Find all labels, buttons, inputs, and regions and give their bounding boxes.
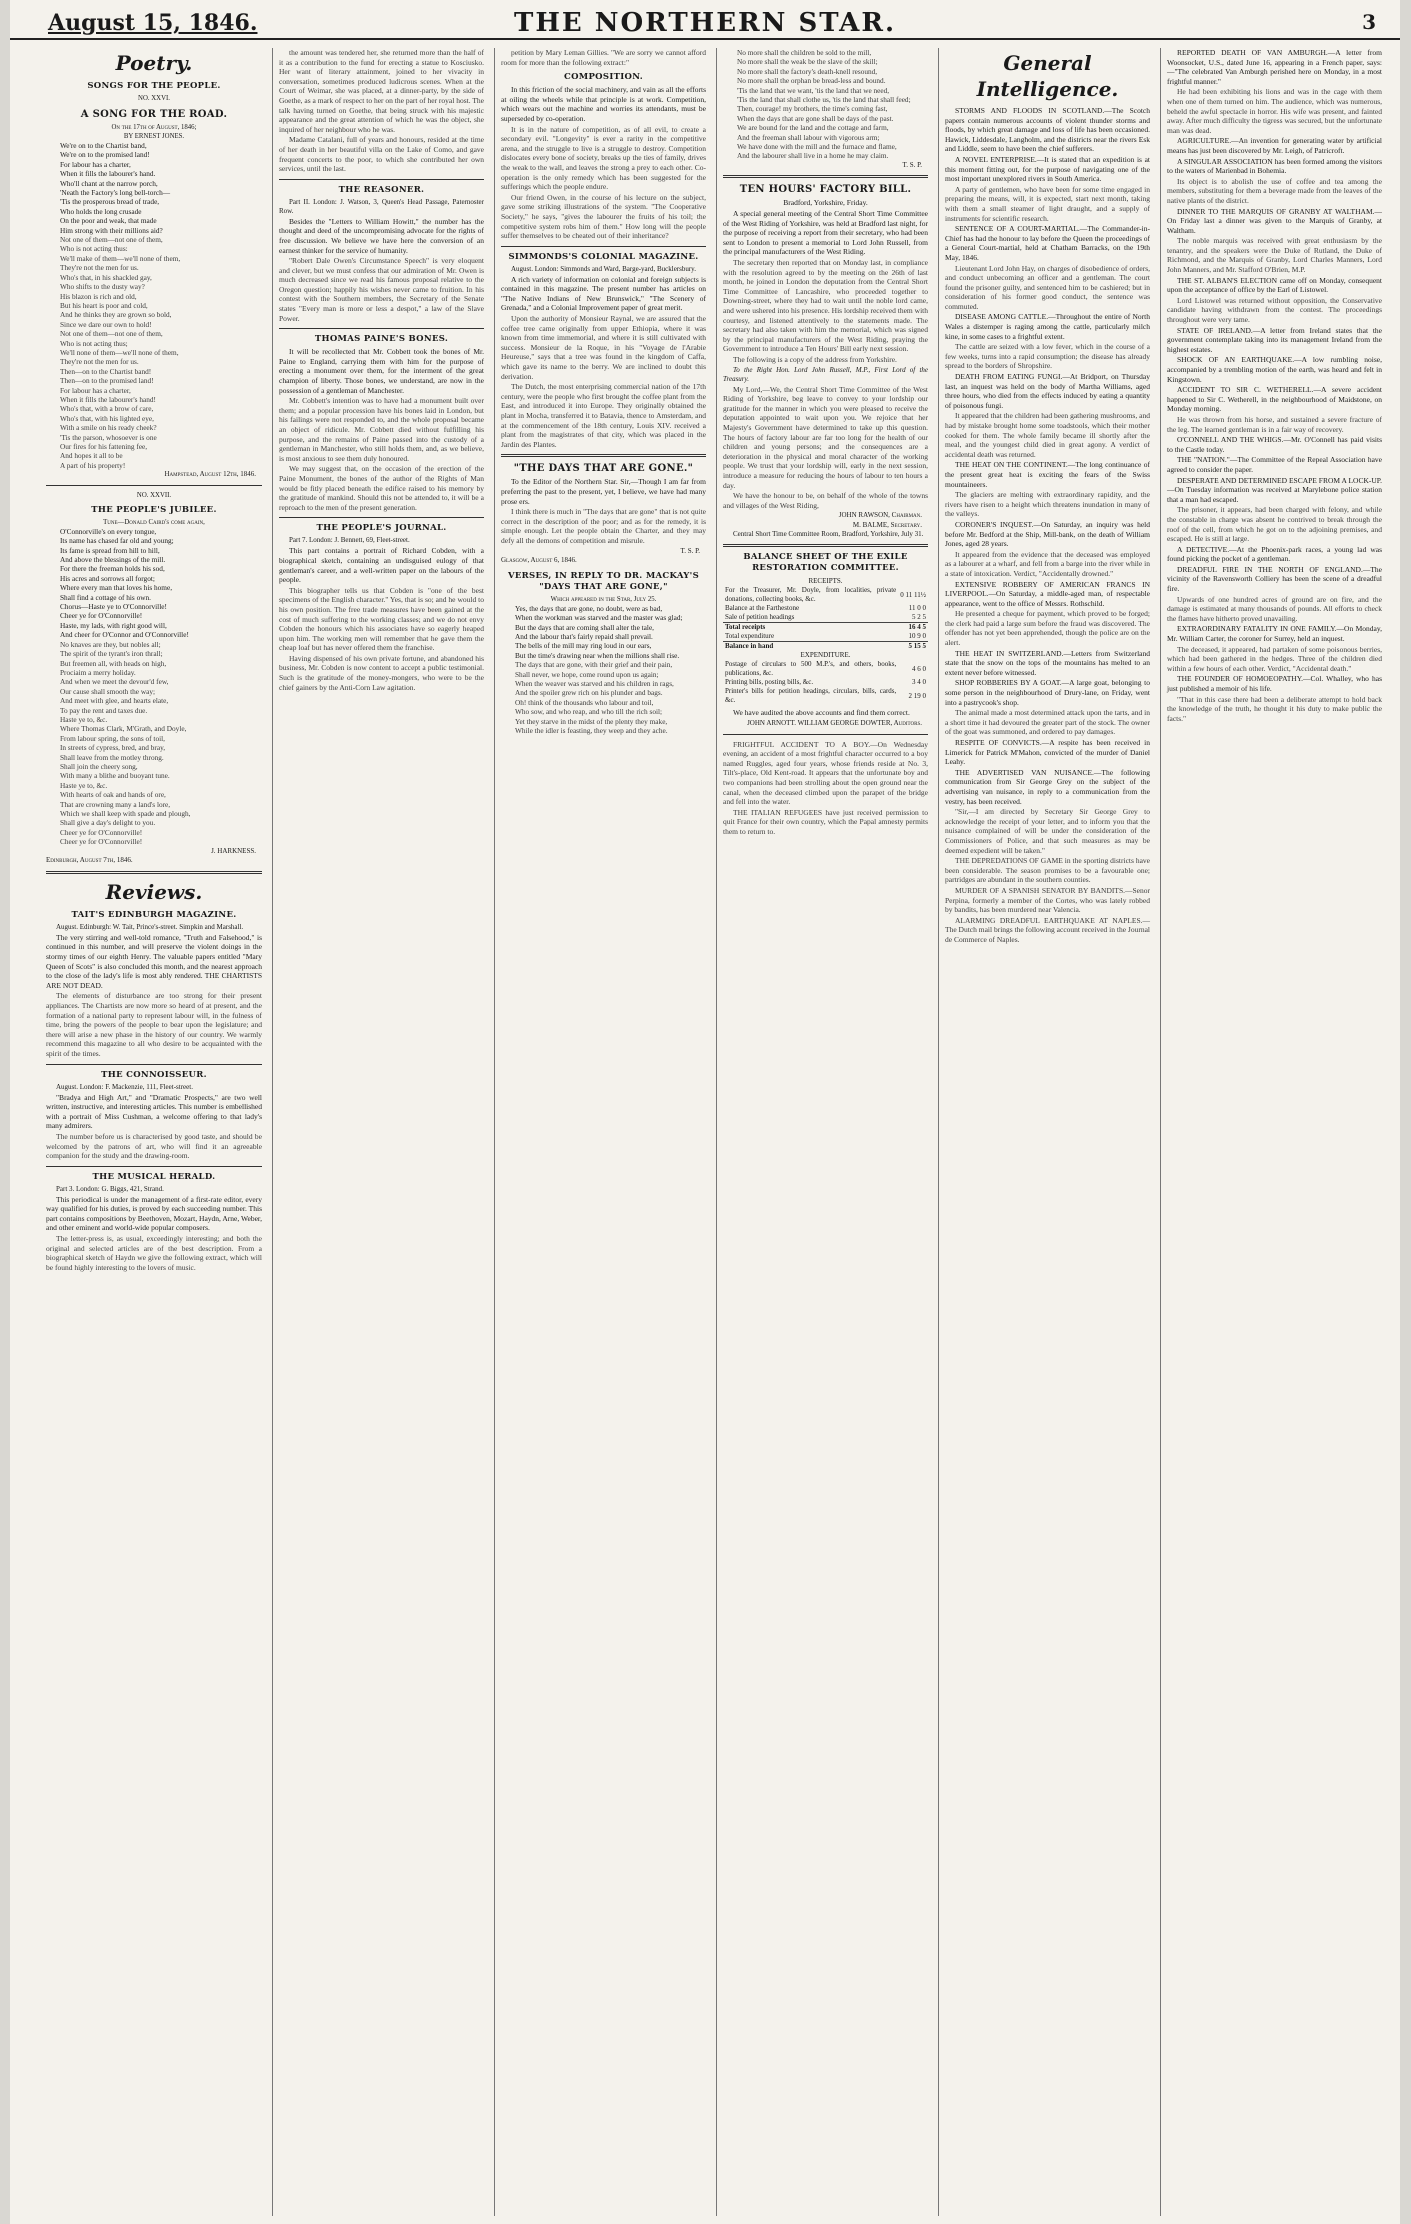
misc-item: THE "NATION."—The Committee of the Repeal Association have agreed to consider the paper. <box>1167 455 1382 474</box>
song2-number: NO. XXVII. <box>136 491 172 499</box>
news-item: A NOVEL ENTERPRISE.—It is stated that an expedition is at this moment fitting out, for the purpose of navigating one of the most important unexplored rivers in South America. <box>945 154 1150 184</box>
ten-hours-title: TEN HOURS' FACTORY BILL. <box>739 184 912 196</box>
verses-note: Which appeared in the Star, July 25. <box>550 595 657 603</box>
review-meta: August. London: Simmonds and Ward, Barge-yard, Bucklersbury. <box>511 264 696 273</box>
news-item: DISEASE AMONG CATTLE.—Throughout the entire of North Wales a distemper is raging among the cattle, particularly milch kine, in some cases to a frightful extent. <box>945 312 1150 341</box>
page-number: 3 <box>1362 10 1376 34</box>
misc-item: DESPERATE AND DETERMINED ESCAPE FROM A LOCK-UP.—On Tuesday information was received at Marylebone police station that a man had escaped. <box>1167 475 1382 504</box>
verses-text: Yes, the days that are gone, no doubt, were as bad, When the workman was starved and the master was glad; But the days that are coming shall alter the tale, And the labour that's fairly repaid shall prevail. The bells of the mill may ring loud in our ears, But the time's drawing near when the millions shall rise. <box>515 603 683 660</box>
song2-title: THE PEOPLE'S JUBILEE. <box>91 504 217 515</box>
ledger-balance: Balance in hand 5 15 5 <box>725 642 926 651</box>
song-verse: We're on to the Chartist band, We're on to the promised land! For labour has a charter, When it fills the labourer's hand. Who'll chant at the narrow porch, 'Neath the Factory's long bell-torch— 'Tis the prosperous bread of trade, Who holds the long crusade On the poor and weak, that made Him strong with their millions aid? <box>60 141 171 235</box>
masthead-date: August 15, 1846. <box>48 10 258 36</box>
ledger-total: Total receipts 16 4 5 <box>725 623 926 632</box>
ten-hours-text: A special general meeting of the Central Short Time Committee of the West Riding of Yorkshire, was held at Bradford last night, for the purpose of receiving a report from their secretary, who had been sent to London to present a memorial to Lord John Russell, from the principal manufacturers of the West Riding. <box>723 209 928 257</box>
balance-sheet-table <box>723 577 928 705</box>
review-text: It will be recollected that Mr. Cobbett took the bones of Mr. Paine to England, carrying them with him for the purpose of erecting a monument over them, for the interment of the great champion of liberty. Those bones, we understand, are now in the possession of a gentleman of Manchester. <box>279 347 484 395</box>
column-3: petition by Mary Leman Gillies. "We are sorry we cannot afford room for more than the following extract:" COMPOSITION. In this friction of the social machinery, and vain as all the efforts at oiling the wheels while that principle is at work. Competition, which wears out the machine and worries its attendants, must be superseded by co-operation. It is in the nature of competition, as of all evil, to create a secondary evil. "Longevity" is ever a rarity in the competitive arena, and the struggle to live is a struggle to destroy. Competition dislocates every bone of society, breaks up the ties of family, drives the weak to the wall, and leaves the strong a prey to each other. Co-operation is the only remedy which has been suggested for the sufferings which the people endure. Our friend Owen, in the course of his lecture on the subject, gave some striking illustrations of the system. "The Cooperative Society," he says, "gives the labourer the fruits of his toil; the competitive system robs him of them." How long will the people suffer themselves to be cheated out of their inheritance? SIMMONDS'S COLONIAL MAGAZINE. August. London: Simmonds and Ward, Barge-yard, Bucklersbury. A rich variety of information on colonial and foreign subjects is contained in this magazine. The present number has articles on "The Native Indians of New Brunswick," "The Scenery of Grenada," and a Colonial Improvement paper of great merit. Upon the authority of Monsieur Raynal, we are assured that the coffee tree came originally from upper Ethiopia, where it was known from time immemorial, and where it is still cultivated with success. Monsieur de la Roque, in his "Voyage de l'Arabie Heureuse," says that a tree was found in the kingdom of Caffa, which gave its name to the berry. We are inclined to doubt this derivation. The Dutch, the most enterprising commercial nation of the 17th century, were the people who first brought the coffee plant from the East, and introduced it into Europe. They originally obtained the plant in Mocha, transferred it to Batavia, thence to Amsterdam, and at the commencement of the 18th century, Louis XIV. received a plant from the magistrates of that city, which was placed in the Jardin des Plantes. "THE DAYS THAT ARE GONE." To the Editor of the Northern Star. Sir,—Though I am far from preferring the past to the present, yet, I believe, we have had many prose ers. I think there is much in "The days that are gone" that is not quite correct in the description of the poor; and as for the remedy, it is simple enough. Let the people obtain the Charter, and they may defy all the demons of competition and misrule. T. S. P. Glasgow, August 6, 1846. VERSES, IN REPLY TO DR. MACKAY'S "DAYS THAT ARE GONE," Which appeared in the Star, July 25. Yes, the days that are gone, no doubt, were as bad, When the workman was starved and the master was glad; But the days that are coming shall alter the tale, And the labour that's fairly repaid shall prevail. The bells of the mill may ring loud in our ears, But the time's drawing near when the millions shall rise. The days that are gone, with their grief and their pain, Shall never, we hope, come round upon us again; When the weaver was starved and his children in rags, And the spoiler grew rich on his plunder and bags. Oh! think of the thousands who labour and toil, Who sow, and who reap, and who till the rich soil; Yet they starve in the midst of the plenty they make, While the idler is feasting, they weep and they ache. <box>494 48 712 2216</box>
news-item: STORMS AND FLOODS IN SCOTLAND.—The Scotch papers contain numerous accounts of violent thunder storms and floods, by which great damage and loss of life has been occasioned. Hawick, Liddesdale, Langholm, and the districts near the rivers Esk and Liddle, seem to have been the chief sufferers. <box>945 106 1150 154</box>
ten-hours-place: Central Short Time Committee Room, Bradford, Yorkshire, July 31. <box>733 530 924 539</box>
misc-item: SHOCK OF AN EARTHQUAKE.—A low rumbling noise, accompanied by a trembling motion of the earth, was heard and felt in Kingstown. <box>1167 355 1382 384</box>
composition-title: COMPOSITION. <box>564 72 643 83</box>
newspaper-page <box>10 0 1400 2224</box>
column-2: the amount was tendered her, she returned more than the half of it as a contribution to the fund for erecting a statue to Kosciusko. Her want of literary attainment, joined to her vivacity in conversation, sometimes produced ludicrous scenes. When at the Court of Weimar, she was placed, at a dinner-party, by the side of Goethe, as a mark of respect to her on the part of her royal host. The talk having turned on Goethe, that being struck with his majestic appearance and the great attention of which he was the object, she inquired of her neighbour who he was. Madame Catalani, full of years and honours, resided at the time of her death in her beautiful villa on the Lake of Como, and gave frequent concerts to the poor, to which she contributed her own services, until the last. THE REASONER. Part II. London: J. Watson, 3, Queen's Head Passage, Paternoster Row. Besides the "Letters to William Howitt," the number has the thought and deed of the uncompromising advocate for the rights of free discussion. We believe we have here the conversion of an earnest thinker for the service of humanity. "Robert Dale Owen's Circumstance Speech" is very eloquent and clever, but we must confess that our admiration of Mr. Owen is much decreased since we read his famous proposal relative to the Oregon question; happily his wishes never came to fruition. In his contest with the Southern members, the Secretary of the Senate states "Every man is more or less a despot," a law of the Slave Power. THOMAS PAINE'S BONES. It will be recollected that Mr. Cobbett took the bones of Mr. Paine to England, carrying them with him for the purpose of erecting a monument over them, for the interment of the great champion of liberty. Those bones, we understand, are now in the possession of a gentleman of Manchester. Mr. Cobbett's intention was to have had a monument built over them; and a popular procession have his bones laid in London, but his failings were not responded to, and the whole proposal became an object of ridicule. Mr. Cobbett died without fulfilling his purpose, and the remains of Paine passed into the custody of a gentleman in Manchester, who still holds them, and, as we believe, is most anxious to see them duly honoured. We may suggest that, on the occasion of the erection of the Paine Monument, the bones of the author of the Rights of Man would be fitly placed beneath the edifice raised to his memory by the gratitude of mankind. Should this not be attended to, it will be a reproach to the men of the present generation. THE PEOPLE'S JOURNAL. Part 7. London: J. Bennett, 69, Fleet-street. This part contains a portrait of Richard Cobden, with a biographical sketch, containing an undisguised eulogy of that gentleman's career, and a well-written paper on the labours of the people. This biographer tells us that Cobden is "one of the best specimens of the English character." Yes, that is so; and he would to his own position. The free trade measures have been gained at the cost of much suffering to the working classes; and we do not envy Cobden the honours which his associates have so eagerly heaped upon him. The working men will remember that he gave them the cheap loaf but has never offered them the franchise. Having dispensed of his own private fortune, and abandoned his business, Mr. Cobden is now content to accept a public testimonial. Such is the gratitude of the money-mongers, who were to be the chief gainers by the Anti-Corn Law agitation. <box>272 48 490 2216</box>
song-title: A SONG FOR THE ROAD. <box>80 109 228 120</box>
review-meta: Part 3. London: G. Biggs, 421, Strand. <box>56 1184 164 1193</box>
verses-sign: T. S. P. <box>902 160 922 169</box>
ledger-row: For the Treasurer, Mr. Doyle, from localities, private donations, collecting books, &c. 0 11 11½ <box>725 586 926 604</box>
column-6: REPORTED DEATH OF VAN AMBURGH.—A letter from Woonsocket, U.S., dated June 16, appearing in a French paper, says:—"The celebrated Van Amburgh perished here on Monday, in a most frightful manner." He had been exhibiting his lions and was in the cage with them when one of them turned on him. The audience, which was numerous, beheld the awful spectacle in horror. His wife was present, and fainted away. After much difficulty the tigress was secured, but the unfortunate man was dead. AGRICULTURE.—An invention for generating water by artificial means has just been discovered by Mr. Leigh, of Patricroft. A SINGULAR ASSOCIATION has been formed among the visitors to the waters of Marienbad in Bohemia. Its object is to abolish the use of coffee and tea among the members, substituting for them a beverage made from the leaves of the native plants of the district. DINNER TO THE MARQUIS OF GRANBY AT WALTHAM.—On Friday last a dinner was given to the Marquis of Granby, at Waltham. The noble marquis was received with great enthusiasm by the tenantry, and the speakers were the Duke of Rutland, the Duke of Richmond, and the Marquis of Granby, Lord Charles Manners, Lord John Manners, and Mr. Stafford O'Brien, M.P. THE ST. ALBAN'S ELECTION came off on Monday, consequent upon the acceptance of office by the Earl of Listowel. Lord Listowel was returned without opposition, the Conservative candidate having withdrawn from the contest. The proceedings throughout were very tame. STATE OF IRELAND.—A letter from Ireland states that the government contemplate taking into its management Ireland from the highest estates. SHOCK OF AN EARTHQUAKE.—A low rumbling noise, accompanied by a trembling motion of the earth, was heard and felt in Kingstown. ACCIDENT TO SIR C. WETHERELL.—A severe accident happened to Sir C. Wetherell, in the neighbourhood of Maidstone, on Monday morning. He was thrown from his horse, and sustained a severe fracture of the leg. The learned gentleman is in a fair way of recovery. O'CONNELL AND THE WHIGS.—Mr. O'Connell has paid visits to the Castle today. THE "NATION."—The Committee of the Repeal Association have agreed to consider the paper. DESPERATE AND DETERMINED ESCAPE FROM A LOCK-UP.—On Tuesday information was received at Marylebone police station that a man had escaped. The prisoner, it appears, had been charged with felony, and while the constable in charge was absent he contrived to break through the roof of the cell, from which he got on to the adjoining premises, and escaped. He is still at large. A DETECTIVE.—At the Phoenix-park races, a young lad was found picking the pocket of a gentleman. DREADFUL FIRE IN THE NORTH OF ENGLAND.—The vicinity of the Ravensworth Colliery has been the scene of a dreadful fire. Upwards of one hundred acres of ground are on fire, and the damage is estimated at many thousands of pounds. All efforts to check the flames have hitherto proved unavailing. EXTRAORDINARY FATALITY IN ONE FAMILY.—On Monday, Mr. William Carter, the coroner for Surrey, held an inquest. The deceased, it appeared, had partaken of some poisonous berries, which had been gathered in the hedges. Three of the children died within a few hours of each other. Verdict, "Accidental death." THE FOUNDER OF HOMOEOPATHY.—Col. Whalley, who has just published a memoir of his life. "That in this case there had been a deliberate attempt to hold back the knowledge of the truth, he thought it his duty to make public the facts." <box>1160 48 1382 2216</box>
news-item: THE HEAT IN SWITZERLAND.—Letters from Switzerland state that the snow on the tops of the mountains has melted to an extent never before witnessed. <box>945 648 1150 677</box>
misc-item: REPORTED DEATH OF VAN AMBURGH.—A letter from Woonsocket, U.S., dated June 16, appearing in a French paper, says:—"The celebrated Van Amburgh perished here on Monday, in a most frightful manner." <box>1167 48 1382 86</box>
balance-audit: We have audited the above accounts and find them correct. <box>733 708 910 718</box>
ledger-row: Total expenditure 10 9 0 <box>725 632 926 641</box>
ledger-row: Printer's bills for petition headings, circulars, bills, cards, &c. 2 19 0 <box>725 687 926 705</box>
song2-place: Edinburgh, August 7th, 1846. <box>46 856 133 865</box>
review-title: THOMAS PAINE'S BONES. <box>314 334 449 345</box>
misc-item: O'CONNELL AND THE WHIGS.—Mr. O'Connell has paid visits to the Castle today. <box>1167 435 1382 454</box>
ten-hours-dateline: Bradford, Yorkshire, Friday. <box>783 198 868 208</box>
balance-sheet-title: BALANCE SHEET OF THE EXILE RESTORATION COMMITTEE. <box>743 552 908 574</box>
verses-title: VERSES, IN REPLY TO DR. MACKAY'S "DAYS THAT ARE GONE," <box>507 570 700 592</box>
news-item: RESPITE OF CONVICTS.—A respite has been received in Limerick for Patrick M'Mahon, convicted of the murder of Daniel Leahy. <box>945 738 1150 767</box>
song-place: Hampstead, August 12th, 1846. <box>164 470 256 479</box>
review-text: Besides the "Letters to William Howitt," the number has the thought and deed of the uncompromising advocate for the rights of free discussion. We believe we have here the conversion of an earnest thinker for the service of humanity. <box>279 216 484 255</box>
news-item: THE ADVERTISED VAN NUISANCE.—The following communication from Sir George Grey on the subject of the advertising van nuisance, in reply to a communication from the vestry, has been received. <box>945 767 1150 806</box>
misc-item: A DETECTIVE.—At the Phoenix-park races, a young lad was found picking the pocket of a gentleman. <box>1167 544 1382 564</box>
misc-item: THE ST. ALBAN'S ELECTION came off on Monday, consequent upon the acceptance of office by the Earl of Listowel. <box>1167 275 1382 295</box>
receipts-label: RECEIPTS. <box>808 577 843 586</box>
balance-auditors: JOHN ARNOTT. WILLIAM GEORGE DOWTER, Auditors. <box>747 719 922 728</box>
reviews-heading: Reviews. <box>105 879 203 904</box>
review-meta: August. Edinburgh: W. Tait, Prince's-street. Simpkin and Marshall. <box>56 922 244 931</box>
review-text: A rich variety of information on colonial and foreign subjects is contained in this magazine. The present number has articles on "The Native Indians of New Brunswick," "The Scenery of Grenada," and a Colonial Improvement paper of great merit. <box>501 274 706 313</box>
news-item: SHOP ROBBERIES BY A GOAT.—A large goat, belonging to some person in the neighbourhood of Drury-lane, on Friday, went into a pastrycook's shop. <box>945 678 1150 707</box>
song3-title: "THE DAYS THAT ARE GONE." <box>513 463 694 475</box>
review-title: SIMMONDS'S COLONIAL MAGAZINE. <box>508 251 699 262</box>
composition-text: In this friction of the social machinery, and vain as all the efforts at oiling the wheels while that principle is at work. Competition, which wears out the machine and worries its attendants, must be superseded by co-operation. <box>501 85 706 123</box>
misc-item: THE FOUNDER OF HOMOEOPATHY.—Col. Whalley, who has just published a memoir of his life. <box>1167 674 1382 693</box>
review-meta: Part 7. London: J. Bennett, 69, Fleet-street. <box>289 536 410 545</box>
ten-hours-secretary: M. BALME, Secretary. <box>852 520 922 529</box>
masthead-title: THE NORTHERN STAR. <box>513 8 897 38</box>
ledger-row: Balance at the Farthestone 11 0 0 <box>725 604 926 613</box>
review-meta: Part II. London: J. Watson, 3, Queen's Head Passage, Paternoster Row. <box>279 197 484 215</box>
misc-item: AGRICULTURE.—An invention for generating water by artificial means has just been discovered by Mr. Leigh, of Patricroft. <box>1167 136 1382 155</box>
misc-item: STATE OF IRELAND.—A letter from Ireland states that the government contemplate taking into its management Ireland from the highest estates. <box>1167 325 1382 354</box>
misc-item: ACCIDENT TO SIR C. WETHERELL.—A severe accident happened to Sir C. Wetherell, in the neighbourhood of Maidstone, on Monday morning. <box>1167 385 1382 414</box>
song3-sign: T. S. P. <box>680 546 700 555</box>
ledger-row: Postage of circulars to 500 M.P.'s, and others, books, publications, &c. 4 6 0 <box>725 660 926 678</box>
song2-tune: Tune—Donald Caird's come again, <box>103 518 205 526</box>
news-item: EXTENSIVE ROBBERY OF AMERICAN FRANCS IN LIVERPOOL.—On Saturday, a middle-aged man, of respectable appearance, went to the office of Messrs. Rothschild. <box>945 579 1150 608</box>
news-item: SENTENCE OF A COURT-MARTIAL.—The Commander-in-Chief has had the honour to lay before the Queen the proceedings of a General Court-martial, held at Chatham Barracks, on the 19th May, 1846. <box>945 224 1150 262</box>
review-title: THE MUSICAL HERALD. <box>92 1171 216 1182</box>
review-text: This part contains a portrait of Richard Cobden, with a biographical sketch, containing an undisguised eulogy of that gentleman's career, and a well-written paper on the labours of the people. <box>279 546 484 585</box>
column-1: Poetry. SONGS FOR THE PEOPLE. NO. XXVI. A SONG FOR THE ROAD. On the 17th of August, 1846; BY ERNEST JONES. We're on to the Chartist band, We're on to the promised land! For labour has a charter, When it fills the labourer's hand. Who'll chant at the narrow porch, 'Neath the Factory's long bell-torch— 'Tis the prosperous bread of trade, Who holds the long crusade On the poor and weak, that made Him strong with their millions aid? Not one of them—not one of them, Who is not acting thus: We'll make of them—we'll none of them, They're not the men for us. Who's that, in his shackled gay, Who shifts to the dusty way? His blazon is rich and old, But his heart is poor and cold, And he thinks they are grown so bold, Since we dare our own to hold! Not one of them—not one of them, Who is not acting thus; We'll none of them—we'll none of them, They're not the men for us. Then—on to the Chartist band! Then—on to the promised land! For labour has a charter, When it fills the labourer's hand! Who's that, with a brow of care, Who's that, with his lighted eye, With a smile on his ready cheek? 'Tis the parson, whosoever is one Our fires for his fattening fee, And hopes it all to be A part of his property! Hampstead, August 12th, 1846. NO. XXVII. THE PEOPLE'S JUBILEE. Tune—Donald Caird's come again, O'Connorville's on every tongue, Its name has chased far old and young; Its fame is spread from hill to hill, And above the blessings of the mill. For there the freeman holds his sod, His acres and sorrows all forgot; Where every man that loves his home, Shall find a cottage of his own. Chorus—Haste ye to O'Connorville! Cheer ye for O'Connorville! Haste, my lads, with right good will, And cheer for O'Connor and O'Connorville! No knaves are they, but nobles all; The spirit of the tyrant's iron thrall; But freemen all, with heads on high, Prociaim a merry holiday. And when we meet the devour'd few, Our cause shall smooth the way; And meet with glee, and hearts elate, To pay the rent and taxes due. Haste ye to, &c. Where Thomas Clark, M'Grath, and Doyle, From labour spring, the sons of toil, In streets of cypress, bred, and bray, Shall leave from the motley throng. Shall join the cheery song, With many a blithe and buoyant tune. Haste ye to, &c. With hearts of oak and hands of ore, That are crowning many a land's lore, Which we shall keep with spade and plough, Shall give a day's delight to you. Cheer ye for O'Connorville! Cheer ye for O'Connorville! J. HARKNESS. Edinburgh, August 7th, 1846. Reviews. TAIT'S EDINBURGH MAGAZINE. August. Edinburgh: W. Tait, Prince's-street. Simpkin and Marshall. The very stirring and well-told romance, "Truth and Falsehood," is continued in this number, and will preserve the violent doings in the stormy times of our eighth Henry. The valuable papers entitled "Mary Queen of Scots" is also concluded this month, and the nearest approach to the close of the lady's life is most ably rendered. THE CHARTISTS ARE NOT DEAD. The elements of disturbance are too strong for their present appliances. The Chartists are now more so heard of at present, and the formation of a national party to represent labour will, in the fulness of time, bring the powers of the people to bear upon the legislature; and there will arise a new phase in the history of our country. We warmly recommend this magazine to all who desire to be acquainted with the spirit of the times. THE CONNOISSEUR. August. London: F. Mackenzie, 111, Fleet-street. "Bradya and High Art," and "Dramatic Prospects," are two well written, instructive, and interesting articles. This number is embellished with a portrait of Miss Cushman, a welcome offering to that lady's many admirers. The number before us is characterised by good taste, and should be welcomed by the patrons of art, who will find it an agreeable companion for the study and the drawing-room. THE MUSICAL HERALD. Part 3. London: G. Biggs, 421, Strand. This periodical is under the management of a first-rate editor, every way qualified for his duties, is proved by each succeeding number. This part contains compositions by Beethoven, Mozart, Haydn, Arne, Weber, and other eminent and world-wide popular composers. The letter-press is, as usual, exceedingly interesting; and both the original and selected articles are of the best description. From a biographical sketch of Haydn we give the following extract, which will be found highly interesting to the lovers of music. <box>46 51 262 1272</box>
column-4: No more shall the children be sold to the mill, No more shall the weak be the slave of the skill; No more shall the factory's death-knell resound, No more shall the orphan be bread-less and bound. 'Tis the land that we want, 'tis the land that we need, 'Tis the land that shall clothe us, 'tis the land that shall feed; Then, courage! my brothers, the time's coming fast, When the days that are gone shall be days of the past. We are bound for the land and the cottage and farm, And the freeman shall labour with vigorous arm; We have done with the mill and the furnace and flame, And the labourer shall live in a home he may claim. T. S. P. TEN HOURS' FACTORY BILL. Bradford, Yorkshire, Friday. A special general meeting of the Central Short Time Committee of the West Riding of Yorkshire, was held at Bradford last night, for the purpose of receiving a report from their secretary, who had been sent to London to present a memorial to Lord John Russell, from the principal manufacturers of the West Riding. The secretary then reported that on Monday last, in compliance with the resolution agreed to by the meeting on the 26th of last month, he joined in London the deputation from the Central Short Time Committee of Lancashire, who proceeded together to Downing-street, where they had to wait until the noble lord came, and were ushered into his presence. His lordship received them with courtesy, and listened attentively to the statements made. The secretary had also taken with him the memorial, which was signed by the principal manufacturers of the West Riding, praying the Government to introduce a Ten Hours' Bill early next session. The following is a copy of the address from Yorkshire. To the Right Hon. Lord John Russell, M.P., First Lord of the Treasury. My Lord,—We, the Central Short Time Committee of the West Riding of Yorkshire, beg leave to convey to your lordship our gratitude for the manner in which you were pleased to receive the deputation appointed to wait upon you. We rejoice that her Majesty's Government have determined to take up this question. The hours of factory labour are far too long for the health of our children and young persons; and the consequences are a deterioration in the physical and moral character of the working people. We trust that your lordship will, early in the next session, introduce a measure for reducing the hours of labour to ten hours a day. We have the honour to be, on behalf of the whole of the towns and villages of the West Riding, JOHN RAWSON, Chairman. M. BALME, Secretary. Central Short Time Committee Room, Bradford, Yorkshire, July 31. BALANCE SHEET OF THE EXILE RESTORATION COMMITTEE. RECEIPTS. For the Treasurer, Mr. Doyle, from localities, private donations, collecting books, &c. 0 11 11½ Balance at the Farthestone 11 0 0 Sale of petition headings 5 2 5 Total receipts 16 4 5 Total expenditure 10 9 0 Balance in hand 5 15 5 EXPENDITURE. Postage of circulars to 500 M.P.'s, and others, books, publications, &c. 4 6 0 Printing bills, posting bills, &c. 3 4 0 Printer's bills for petition headings, circulars, bills, cards, &c. 2 19 0 We have audited the above accounts and find them correct. JOHN ARNOTT. WILLIAM GEORGE DOWTER, Auditors. FRIGHTFUL ACCIDENT TO A BOY.—On Wednesday evening, an accident of a most frightful character occurred to a boy named Ruggles, aged four years, whose friends reside at No. 3, Tilt's-place, Old Kent-road. It appears that the unfortunate boy and two companions had been strolling about the open ground near the canal, when the deceased climbed upon the parapet of the bridge and fell into the water. THE ITALIAN REFUGEES have just received permission to quit France for their own country, which the Papal amnesty permits them to return to. <box>716 48 934 2216</box>
song-number: NO. XXVI. <box>138 95 170 102</box>
news-item: THE HEAT ON THE CONTINENT.—The long continuance of the present great heat is exciting the fears of the Swiss mountaineers. <box>945 460 1150 489</box>
masthead <box>10 6 1400 40</box>
review-title: TAIT'S EDINBURGH MAGAZINE. <box>71 909 237 920</box>
ledger-row: Printing bills, posting bills, &c. 3 4 0 <box>725 678 926 687</box>
ten-hours-chair: JOHN RAWSON, Chairman. <box>838 511 922 520</box>
news-item: CORONER'S INQUEST.—On Saturday, an inquiry was held before Mr. Bedford at the Ship, Mill-bank, on the death of William Jones, aged 28 years. <box>945 519 1150 549</box>
song3-intro: To the Editor of the Northern Star. Sir,—Though I am far from preferring the past to the present, yet, I believe, we have had many prose ers. <box>501 477 706 506</box>
news-item: DEATH FROM EATING FUNGI.—At Bridport, on Thursday last, an inquest was held on the body of Martha Williams, aged three hours, who died from the effects induced by eating a quantity of poisonous fungi. <box>945 372 1150 410</box>
ten-hours-address: To the Right Hon. Lord John Russell, M.P., First Lord of the Treasury. <box>723 365 928 383</box>
song2-signature: J. HARKNESS. <box>211 846 256 855</box>
review-text: The very stirring and well-told romance, "Truth and Falsehood," is continued in this number, and will preserve the violent doings in the stormy times of our eighth Henry. The valuable papers entitled "Mary Queen of Scots" is also concluded this month, and the nearest approach to the close of the lady's life is most ably rendered. THE CHARTISTS ARE NOT DEAD. <box>46 932 262 990</box>
song-series-title: SONGS FOR THE PEOPLE. <box>87 81 221 91</box>
song3-place: Glasgow, August 6, 1846. <box>501 556 577 565</box>
review-title: THE REASONER. <box>338 184 425 195</box>
column-5: General Intelligence. STORMS AND FLOODS IN SCOTLAND.—The Scotch papers contain numerous accounts of violent thunder storms and floods, by which great damage and loss of life has been occasioned. Hawick, Liddesdale, Langholm, and the districts near the rivers Esk and Liddle, seem to have been the chief sufferers. A NOVEL ENTERPRISE.—It is stated that an expedition is at this moment fitting out, for the purpose of navigating one of the most important unexplored rivers in South America. A party of gentlemen, who have been for some time engaged in preparing the means, will, it is expected, start next month, taking with them a small steamer of light draught, and a supply of instruments for scientific research. SENTENCE OF A COURT-MARTIAL.—The Commander-in-Chief has had the honour to lay before the Queen the proceedings of a General Court-martial, held at Chatham Barracks, on the 19th May, 1846. Lieutenant Lord John Hay, on charges of disobedience of orders, and conduct unbecoming an officer and a gentleman. The court found the prisoner guilty, and sentenced him to be cashiered; but in consideration of his former good conduct, the sentence was commuted. DISEASE AMONG CATTLE.—Throughout the entire of North Wales a distemper is raging among the cattle, particularly milch kine, in some cases to a frightful extent. The cattle are seized with a low fever, which in the course of a few weeks, turns into a rapid consumption; the disease has already spread to the borders of Shropshire. DEATH FROM EATING FUNGI.—At Bridport, on Thursday last, an inquest was held on the body of Martha Williams, aged three hours, who died from the effects induced by eating a quantity of poisonous fungi. It appeared that the children had been gathering mushrooms, and had by mistake brought home some toadstools, which their mother cooked for them. The whole family became ill shortly after the meal, and the youngest child died in great agony. A verdict of accidental death was returned. THE HEAT ON THE CONTINENT.—The long continuance of the present great heat is exciting the fears of the Swiss mountaineers. The glaciers are melting with extraordinary rapidity, and the rivers have risen to a height which threatens inundation in many of the valleys. CORONER'S INQUEST.—On Saturday, an inquiry was held before Mr. Bedford at the Ship, Mill-bank, on the death of William Jones, aged 28 years. It appeared from the evidence that the deceased was employed as a labourer at a wharf, and fell from a barge into the river while in a state of intoxication. Verdict, "Accidentally drowned." EXTENSIVE ROBBERY OF AMERICAN FRANCS IN LIVERPOOL.—On Saturday, a middle-aged man, of respectable appearance, went to the office of Messrs. Rothschild. He presented a cheque for payment, which proved to be forged; the clerk had paid a large sum before the fraud was discovered. The offender has not yet been apprehended, though the police are on the alert. THE HEAT IN SWITZERLAND.—Letters from Switzerland state that the snow on the tops of the mountains has melted to an extent never before witnessed. SHOP ROBBERIES BY A GOAT.—A large goat, belonging to some person in the neighbourhood of Drury-lane, on Friday, went into a pastrycook's shop. The animal made a most determined attack upon the tarts, and in a short time it had devoured the greater part of the stock. The owner of the goat was summoned, and ordered to pay damages. RESPITE OF CONVICTS.—A respite has been received in Limerick for Patrick M'Mahon, convicted of the murder of Daniel Leahy. THE ADVERTISED VAN NUISANCE.—The following communication from Sir George Grey on the subject of the advertising van nuisance, in reply to a communication from the vestry, has been received. "Sir,—I am directed by Secretary Sir George Grey to acknowledge the receipt of your letter, and to inform you that the nuisance complained of will be under the consideration of the Commissioners of Police, and that such measures as may be deemed expedient will be taken." THE DEPREDATIONS OF GAME in the sporting districts have been considerable. The season promises to be a favourable one; partridges are abundant in the southern counties. MURDER OF A SPANISH SENATOR BY BANDITS.—Senor Perpina, formerly a member of the Cortes, who was lately robbed by bandits, has been murdered near Valencia. ALARMING DREADFUL EARTHQUAKE AT NAPLES.—The Dutch mail brings the following account received in the Journal de Commerce of Naples. <box>938 48 1156 2216</box>
review-text: "Bradya and High Art," and "Dramatic Prospects," are two well written, instructive, and interesting articles. This number is embellished with a portrait of Miss Cushman, a welcome offering to that lady's many admirers. <box>46 1092 262 1131</box>
ledger-row: Sale of petition headings 5 2 5 <box>725 613 926 622</box>
misc-item: DREADFUL FIRE IN THE NORTH OF ENGLAND.—The vicinity of the Ravensworth Colliery has been the scene of a dreadful fire. <box>1167 564 1382 594</box>
review-title: THE CONNOISSEUR. <box>101 1069 207 1080</box>
review-text: This periodical is under the management of a first-rate editor, every way qualified for his duties, is proved by each succeeding number. This part contains compositions by Beethoven, Mozart, Haydn, Arne, Weber, and other eminent and world-wide popular composers. <box>46 1194 262 1233</box>
misc-item: DINNER TO THE MARQUIS OF GRANBY AT WALTHAM.—On Friday last a dinner was given to the Marquis of Granby, at Waltham. <box>1167 206 1382 235</box>
misc-item: EXTRAORDINARY FATALITY IN ONE FAMILY.—On Monday, Mr. William Carter, the coroner for Surrey, held an inquest. <box>1167 624 1382 644</box>
poetry-heading: Poetry. <box>115 51 193 75</box>
song-author: BY ERNEST JONES. <box>123 133 185 140</box>
song2-verse: O'Connorville's on every tongue, Its name has chased far old and young; Its fame is spread from hill to hill, And above the blessings of the mill. For there the freeman holds his sod, His acres and sorrows all forgot; Where every man that loves his home, Shall find a cottage of his own. Chorus—Haste ye to O'Connorville! Cheer ye for O'Connorville! Haste, my lads, with right good will, And cheer for O'Connor and O'Connorville! <box>60 526 189 640</box>
review-title: THE PEOPLE'S JOURNAL. <box>316 523 447 534</box>
song-note: On the 17th of August, 1846; <box>111 124 197 131</box>
intelligence-heading: General Intelligence. <box>976 51 1119 101</box>
misc-item: A SINGULAR ASSOCIATION has been formed among the visitors to the waters of Marienbad in Bohemia. <box>1167 156 1382 176</box>
review-meta: August. London: F. Mackenzie, 111, Fleet-street. <box>56 1082 193 1091</box>
expenditure-label: EXPENDITURE. <box>800 651 851 660</box>
